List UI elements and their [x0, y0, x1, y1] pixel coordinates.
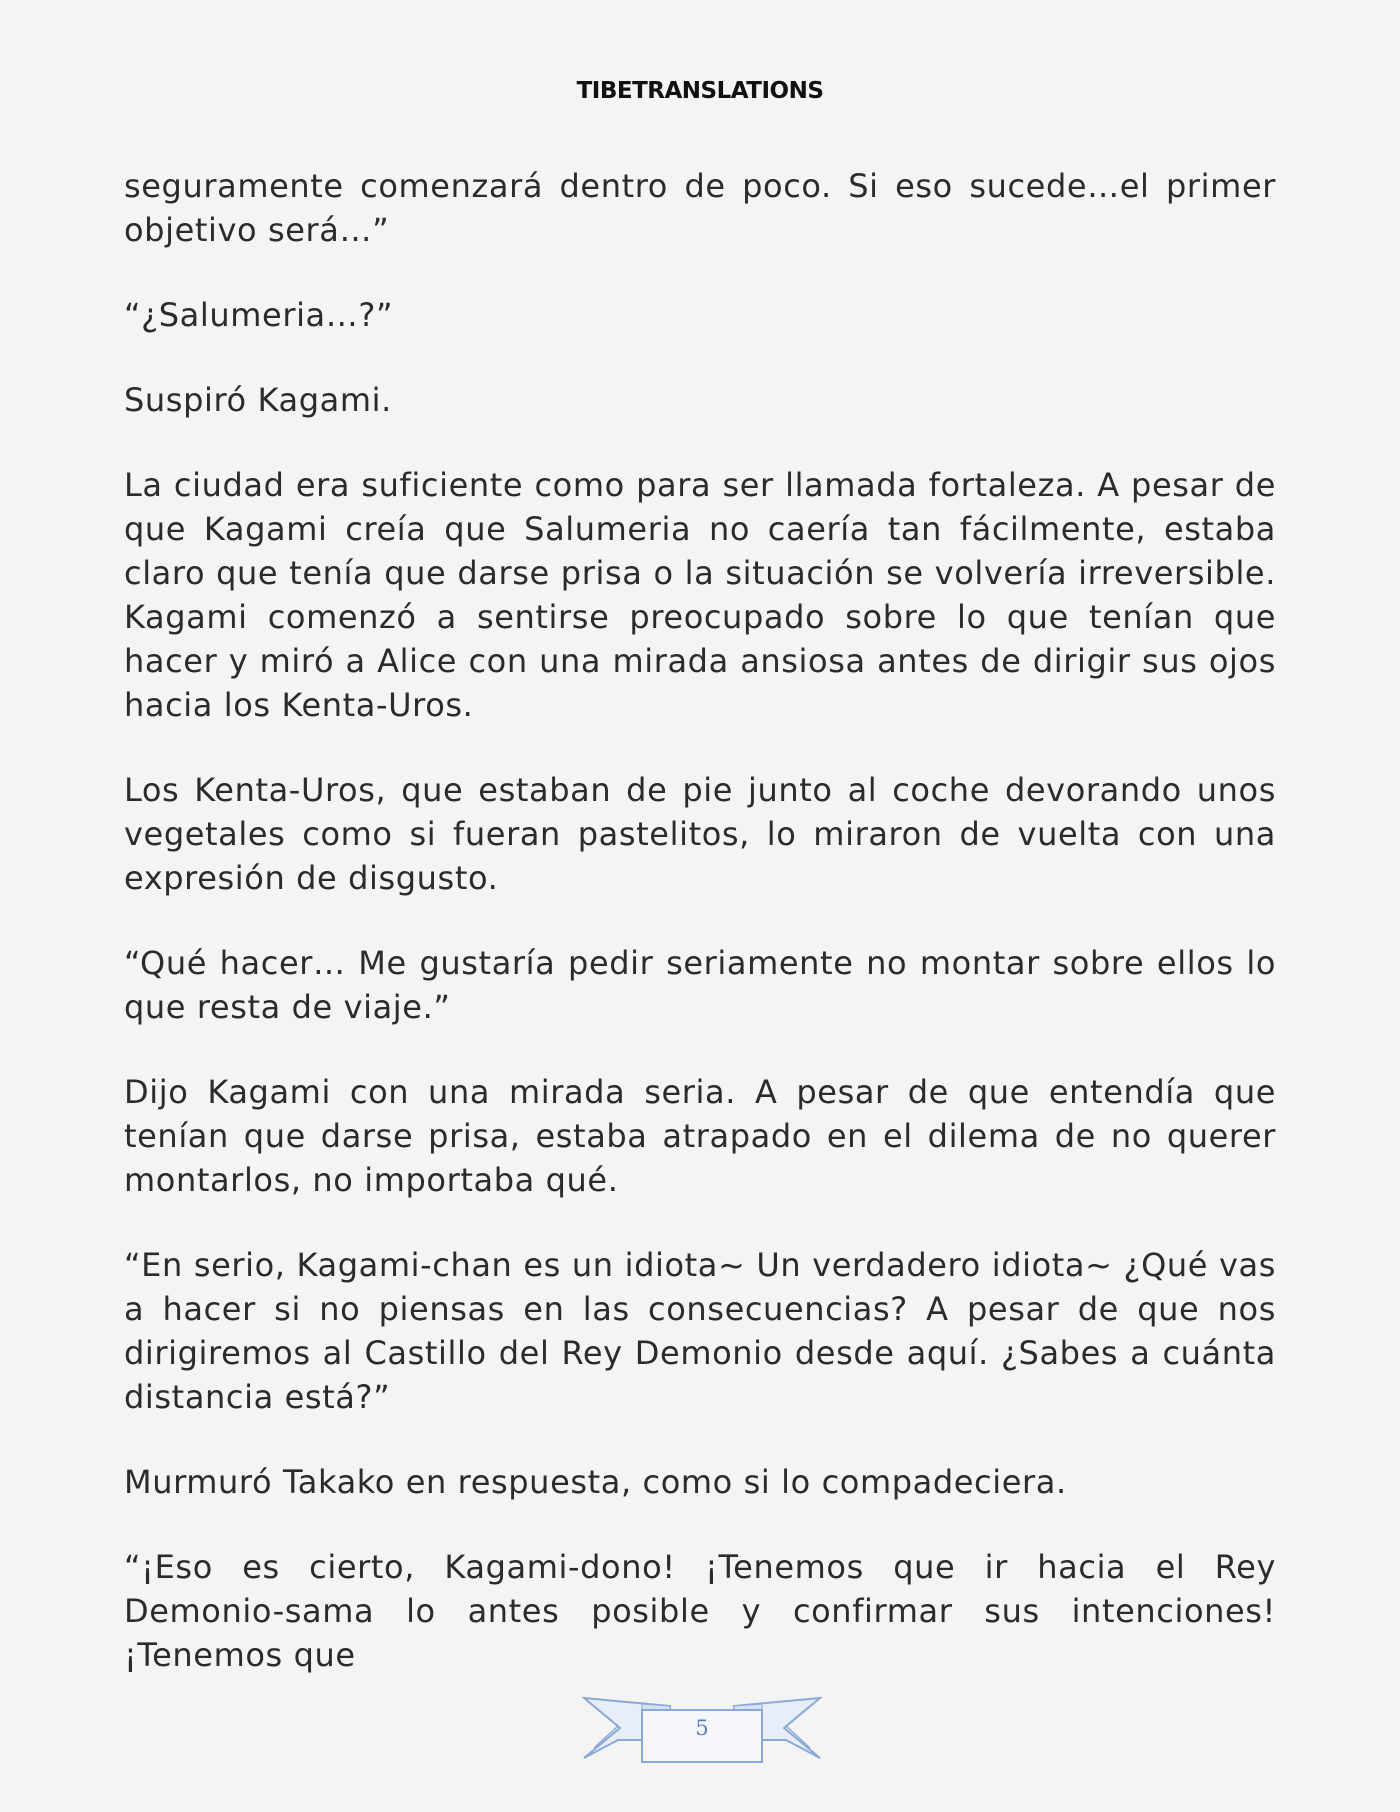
- paragraph-3: Suspiró Kagami.: [124, 381, 392, 419]
- paragraph-9: Murmuró Takako en respuesta, como si lo compadeciera.: [124, 1463, 1067, 1501]
- paragraph-10: “¡Eso es cierto, Kagami-dono! ¡Tenemos que ir hacia el Rey Demonio-sama lo antes posible y confirmar sus intenciones! ¡Tenemos que: [124, 1548, 1276, 1674]
- document-body: [124, 164, 1276, 1677]
- page-number-ornament: [582, 1696, 822, 1766]
- paragraph-5: Los Kenta-Uros, que estaban de pie junto al coche devorando unos vegetales como si fueran pastelitos, lo miraron de vuelta con una expresión de disgusto.: [124, 771, 1276, 897]
- paragraph-4: La ciudad era suficiente como para ser llamada fortaleza. A pesar de que Kagami creía que Salumeria no caería tan fácilmente, estaba claro que tenía que darse prisa o la situación se volvería irreversible. Kagami comenzó a sentirse preocupado sobre lo que tenían que hacer y miró a Alice con una mirada ansiosa antes de dirigir sus ojos hacia los Kenta-Uros.: [124, 466, 1276, 724]
- paragraph-7: Dijo Kagami con una mirada seria. A pesar de que entendía que tenían que darse prisa, estaba atrapado en el dilema de no querer montarlos, no importaba qué.: [124, 1073, 1276, 1199]
- paragraph-2: “¿Salumeria…?”: [124, 296, 394, 334]
- page-number: 5: [695, 1716, 709, 1740]
- page-header-title: TIBETRANSLATIONS: [576, 78, 824, 104]
- paragraph-8: “En serio, Kagami-chan es un idiota~ Un verdadero idiota~ ¿Qué vas a hacer si no piensas en las consecuencias? A pesar de que nos dirigiremos al Castillo del Rey Demonio desde aquí. ¿Sabes a cuánta distancia está?”: [124, 1246, 1276, 1416]
- paragraph-6: “Qué hacer… Me gustaría pedir seriamente no montar sobre ellos lo que resta de viaje.”: [124, 944, 1276, 1026]
- paragraph-1: seguramente comenzará dentro de poco. Si eso sucede…el primer objetivo será…”: [124, 167, 1276, 249]
